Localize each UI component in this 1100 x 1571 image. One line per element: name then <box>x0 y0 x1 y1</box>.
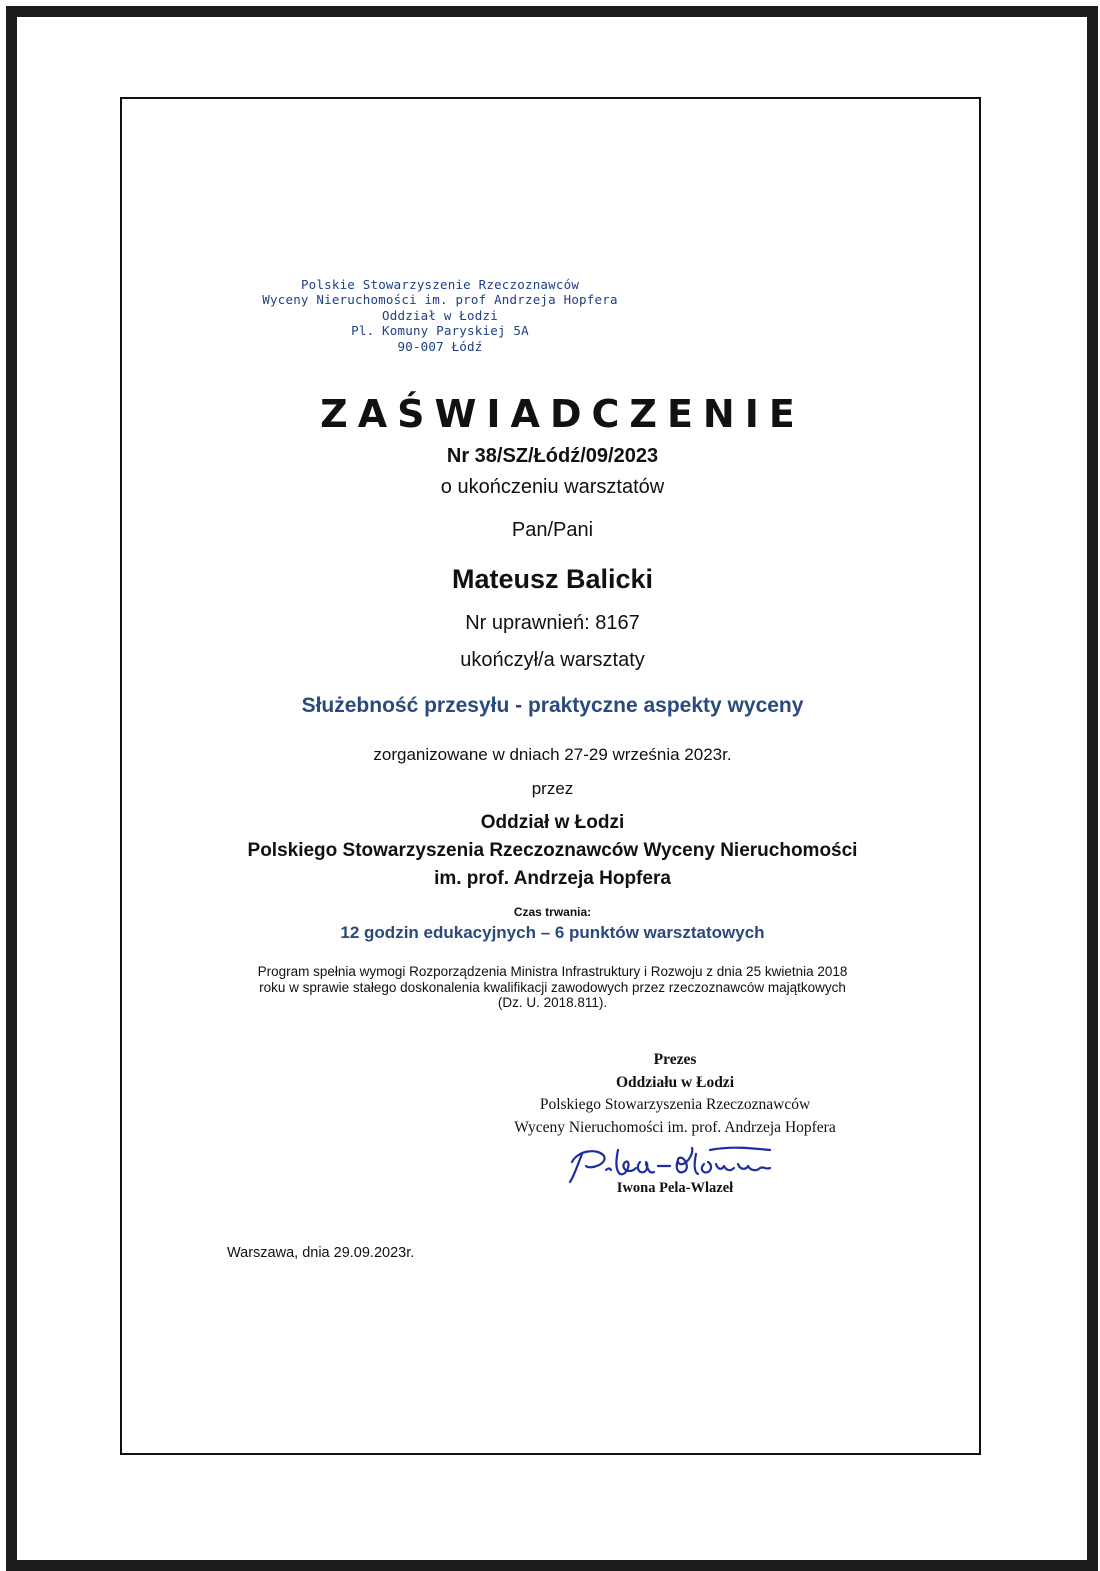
duration-value: 12 godzin edukacyjnych – 6 punktów warsztatowych <box>340 923 765 942</box>
signatory-role: Prezes <box>653 1051 697 1068</box>
license-number: Nr uprawnień: 8167 <box>465 612 640 634</box>
certificate-subtitle: o ukończeniu warsztatów <box>440 476 665 498</box>
duration-label: Czas trwania: <box>513 905 592 919</box>
signatory-unit: Oddziału w Łodzi <box>616 1073 734 1091</box>
stamp-line: Pl. Komuny Paryskiej 5A <box>351 323 529 339</box>
organization-stamp <box>190 277 690 354</box>
signatory-block <box>470 1049 880 1139</box>
organizer-line: im. prof. Andrzeja Hopfera <box>434 868 671 889</box>
legal-note-line: (Dz. U. 2018.811). <box>497 995 608 1010</box>
workshop-title: Służebność przesyłu - praktyczne aspekty wyceny <box>301 694 804 717</box>
stamp-line: Wyceny Nieruchomości im. prof Andrzeja Hopfera <box>262 292 618 308</box>
stamp-line: 90-007 Łódź <box>397 338 483 354</box>
certificate-number: Nr 38/SZ/Łódź/09/2023 <box>446 445 659 467</box>
by-label: przez <box>531 779 574 798</box>
recipient-name: Mateusz Balicki <box>451 564 654 594</box>
certificate-title: ZAŚWIADCZENIE <box>320 392 805 436</box>
workshop-dates: zorganizowane w dniach 27-29 września 2023r. <box>373 745 732 764</box>
organizer-line: Oddział w Łodzi <box>480 812 625 833</box>
legal-note-line: roku w sprawie stałego doskonalenia kwalifikacji zawodowych przez rzeczoznawców majątkowych <box>259 979 846 995</box>
salutation: Pan/Pani <box>511 519 594 541</box>
legal-note-line: Program spełnia wymogi Rozporządzenia Ministra Infrastruktury i Rozwoju z dnia 25 kwietnia 2018 <box>257 964 848 979</box>
legal-note <box>200 964 905 1011</box>
signatory-name: Iwona Pela-Wlazeł <box>616 1180 734 1196</box>
place-and-date: Warszawa, dnia 29.09.2023r. <box>227 1245 415 1261</box>
stamp-line: Oddział w Łodzi <box>382 307 498 323</box>
stamp-line: Polskie Stowarzyszenie Rzeczoznawców <box>300 277 580 292</box>
completion-statement: ukończył/a warsztaty <box>460 649 645 671</box>
organizer-line: Polskiego Stowarzyszenia Rzeczoznawców Wyceny Nieruchomości <box>247 840 858 861</box>
signatory-org-line: Wyceny Nieruchomości im. prof. Andrzeja Hopfera <box>514 1118 836 1136</box>
signatory-org-line: Polskiego Stowarzyszenia Rzeczoznawców <box>539 1096 811 1113</box>
